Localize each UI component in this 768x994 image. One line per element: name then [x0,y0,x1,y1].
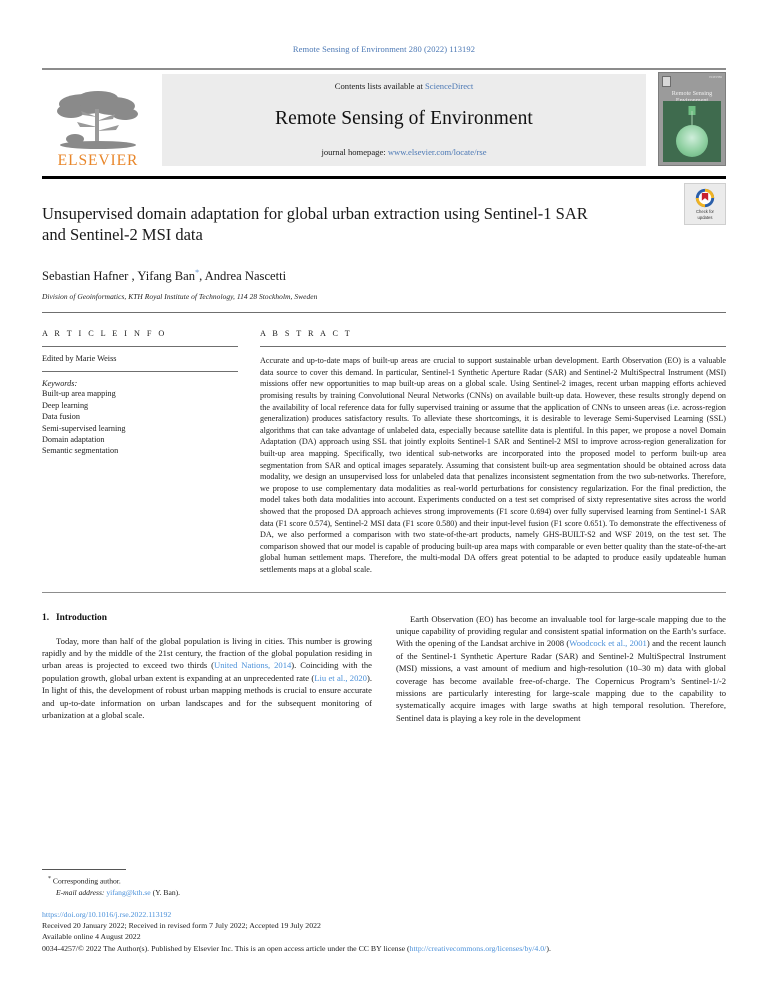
article-info-heading-rule [42,346,238,347]
section-heading-introduction [42,613,372,623]
contents-prefix: Contents lists available at [334,81,423,91]
available-online-line: Available online 4 August 2022 [42,932,141,942]
journal-masthead [42,68,726,170]
corresponding-text: Corresponding author. [52,876,121,886]
affiliation-rule [42,312,726,313]
keyword-item: Semantic segmentation [42,446,119,456]
masthead-bottom-rule [42,176,726,179]
abstract-text: Accurate and up-to-date maps of built-up areas are crucial to support sustainable urban development. Earth Observation (EO) is a valuable data source to cover this demand. In particular, Sentinel-1 Synthetic Aperture Radar (SAR) and Sentinel-2 MultiSpectral Instrument (MSI) missions offer new opportunities to map built-up areas on a global scale. Using Sentinel-2 images, recent urban mapping efforts achieved promising results by training Convolutional Neural Networks (CNNs) on available built-up data. However, these results strongly depend on the availability of local reference data for fully supervised training or assume that the application of CNNs to unseen areas (i.e. across-region generalization) produces satisfactory results. To alleviate these shortcomings, it is desirable to leverage Semi-Supervised Learning (SSL) algorithms that can take advantage of unlabeled data, especially because satellite data is plentiful. In this paper, we propose a novel Domain Adaptation (DA) approach using SSL that jointly exploits Sentinel-1 SAR and Sentinel-2 MSI to improve across-region generalization for built-up area mapping. Specifically, two identical sub-networks are incorporated into the proposed model to perform built-up area segmentation from SAR and optical images separately. Assuming that consistent built-up area segmentation should be obtained across data modality, we design an unsupervised loss for unlabeled data that penalizes inconsistent segmentation from the two sub-networks. Therefore, we propose to use complementary data modalities as real-world perturbations for consistency regularization. For the final prediction, the model takes both data modalities into account. Experiments conducted on a test set comprised of sixty representative sites across the world showed that the proposed DA approach achieves strong improvements (F1 score 0.694) over fully supervised learning from Sentinel-1 SAR data (F1 score 0.574), Sentinel-2 MSI data (F1 score 0.580) and their input-level fusion (F1 score 0.651). To demonstrate the effectiveness of DA, we also performed a comparison with two state-of-the-art products, namely GHS-BUILT-S2 and WSF 2019, on the test set. The comparison showed that our model is capable of producing built-up area maps with comparable or even better quality than the state-of-the-art global human settlement maps. Therefore, the multi-modal DA offers great potential to be adapted to produce easily updateable human settlements maps at a global scale. [260,356,726,575]
body-column-right [396,613,726,724]
citation-link-woodcock[interactable]: Woodcock et al., 2001 [569,638,647,649]
citation-link-liu[interactable]: Liu et al., 2020 [314,672,367,683]
authors-secondary: , Andrea Nascetti [199,269,287,284]
journal-band [162,74,646,166]
page-title: Unsupervised domain adaptation for global urban extraction using Sentinel-1 SAR and Sentinel-2 MSI data [42,204,588,245]
affiliation: Division of Geoinformatics, KTH Royal Institute of Technology, 114 28 Stockholm, Sweden [42,292,318,302]
abstract-column [260,329,726,576]
cover-artwork [663,101,721,162]
copyright-prefix: 0034-4257/© 2022 The Author(s). Published by Elsevier Inc. This is an open access article under the CC BY license ( [42,943,410,953]
info-abstract-section [42,329,726,576]
intro-right-text-b: ) and the recent launch of the Sentinel-1 Synthetic Aperture Radar (SAR) and Sentinel-2 MultiSpectral Instrument (MSI) missions, a vast amount of medium and high-resolution (10–30 m) data with global coverage has become available free-of-charge. The Copernicus Program’s Sentinel-1/-2 missions are particularly interesting for large-scale mapping due to the capability to systematically acquire images with large swaths at high temporal resolution. Therefore, Sentinel data is playing a key role in the development [396,638,726,723]
copyright-suffix: ). [546,943,551,953]
elsevier-wordmark: ELSEVIER [57,152,139,169]
intro-paragraph-right [396,613,726,724]
body-columns [42,613,726,724]
cover-elsevier-icon [662,76,671,87]
keyword-item: Domain adaptation [42,435,105,444]
keyword-item: Semi-supervised learning [42,423,126,433]
section-number: 1. [42,612,50,623]
editor-line: Edited by Marie Weiss [42,354,117,364]
email-label: E-mail address: [56,887,105,897]
cover-tiny-label: ELSEVIER [709,76,722,79]
crossmark-label-line2: updates [697,214,713,220]
section-label: Introduction [56,612,107,623]
email-note [42,888,726,899]
sciencedirect-link[interactable]: ScienceDirect [425,81,474,91]
authors-primary: Sebastian Hafner , Yifang Ban [42,269,196,284]
corresponding-author-marker: * [195,267,200,277]
corresponding-marker: * [48,876,51,883]
footnote-separator [42,869,126,870]
abstract-bottom-rule [42,592,726,593]
title-area [42,203,726,246]
cover-title-line1: Remote Sensing [671,90,713,97]
journal-cover [654,68,726,170]
keywords-rule [42,371,238,372]
body-column-left [42,613,372,724]
page-footer [42,869,726,954]
author-list [42,268,726,284]
footer-spacer [42,899,726,909]
intro-text-c: ). In light of this, the development of robust urban mapping methods is crucial to ensure accurate and up-to-date information on urban landscapes and for the subsequent monitoring of urbanization at a global scale. [42,672,372,720]
journal-title: Remote Sensing of Environment [275,107,533,129]
keyword-item: Deep learning [42,400,89,410]
running-head: Remote Sensing of Environment 280 (2022) 113192 [292,44,476,54]
homepage-prefix: journal homepage: [321,147,386,157]
citation-link-united-nations[interactable]: United Nations, 2014 [214,660,292,671]
elsevier-logo [42,68,154,170]
keywords-label: Keywords: [42,379,78,389]
intro-right-text-a: Earth Observation (EO) has become an invaluable tool for large-scale mapping due to the unique capability of providing regular and consistent spatial information on the Earth’s surface. With the opening of the Landsat archive in 2008 ( [396,613,726,649]
journal-homepage-line [162,147,646,157]
keyword-item: Data fusion [42,412,80,422]
crossmark-label-line1: Check for [696,209,714,215]
crossmark-icon [695,188,715,208]
license-link[interactable]: http://creativecommons.org/licenses/by/4.0/ [409,943,547,953]
keyword-item: Built-up area mapping [42,389,116,399]
journal-homepage-link[interactable]: www.elsevier.com/locate/rse [387,147,487,157]
intro-paragraph-left [42,635,372,722]
corresponding-author-note [42,875,726,887]
article-info-column [42,329,238,576]
cover-top-row [659,73,725,87]
email-suffix: (Y. Ban). [152,887,181,897]
cover-circle-shape [676,125,708,157]
contents-available-line [162,81,646,91]
intro-text-b: ). Coinciding with the population growth, global urban extent is expanding at an unprecedented rate ( [42,660,372,683]
received-dates-line: Received 20 January 2022; Received in revised form 7 July 2022; Accepted 19 July 2022 [42,920,321,930]
copyright-line [42,943,726,954]
abstract-heading: A B S T R A C T [260,329,353,339]
masthead-top-rule [42,68,726,70]
journal-cover-thumbnail [658,72,726,166]
elsevier-tree-icon [55,89,141,151]
doi-link[interactable]: https://doi.org/10.1016/j.rse.2022.113192 [42,909,172,919]
crossmark-label [696,209,714,220]
intro-text-a: Today, more than half of the global population is living in cities. This number is growing rapidly and by the middle of the 21st century, the fraction of the global population residing in urban areas is projected to exceed two thirds ( [42,635,372,671]
email-link[interactable]: yifang@kth.se [106,887,151,897]
abstract-heading-rule [260,346,726,347]
crossmark-badge[interactable] [684,183,726,225]
article-info-heading: A R T I C L E I N F O [42,329,167,339]
